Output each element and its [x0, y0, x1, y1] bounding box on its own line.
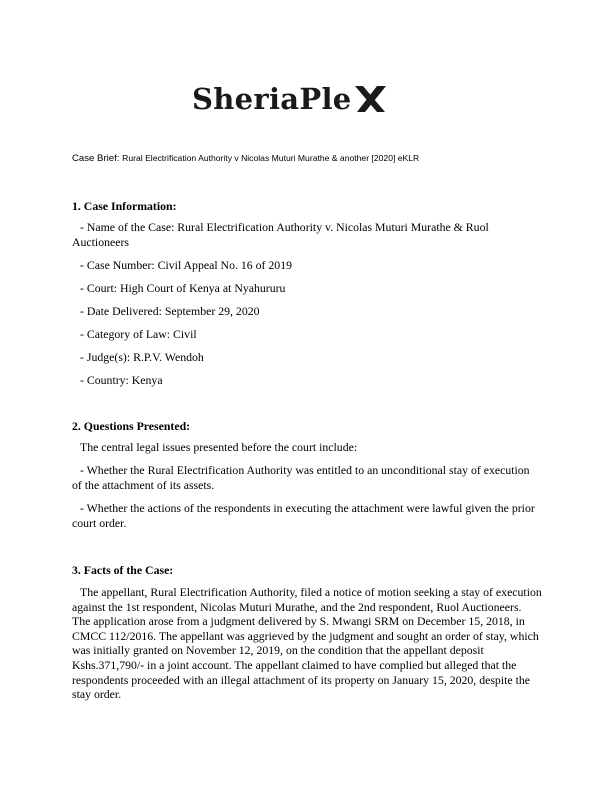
case-info-date: - Date Delivered: September 29, 2020: [80, 304, 260, 318]
case-info-category: - Category of Law: Civil: [80, 327, 197, 341]
section-heading-questions-presented: 2. Questions Presented:: [72, 419, 191, 433]
question-item-2: - Whether the actions of the respondents in executing the attachment were lawful given the prior court order.: [72, 501, 535, 530]
section-heading-case-information: 1. Case Information:: [72, 199, 177, 213]
sheriaplex-logo: [192, 74, 432, 124]
case-brief-name: Rural Electrification Authority v Nicolas Muturi Murathe & another [2020] eKLR: [122, 153, 420, 163]
case-info-number: - Case Number: Civil Appeal No. 16 of 2019: [80, 258, 292, 272]
case-info-court: - Court: High Court of Kenya at Nyahururu: [80, 281, 286, 295]
x-logo-mark-icon: [353, 84, 387, 114]
case-brief-label: Case Brief:: [72, 153, 120, 164]
case-info-name: - Name of the Case: Rural Electrification Authority v. Nicolas Muturi Murathe & Ruol Auctioneers: [72, 220, 489, 249]
questions-intro: The central legal issues presented before the court include:: [80, 440, 358, 454]
section-heading-facts: 3. Facts of the Case:: [72, 563, 174, 577]
logo-text: SheriaPle: [192, 81, 352, 116]
facts-paragraph: The appellant, Rural Electrification Authority, filed a notice of motion seeking a stay of execution against the 1st respondent, Nicolas Muturi Murathe, and the 2nd respondent, Ruol Auctioneers. The application arose from a judgment delivered by S. Mwangi SRM on December 15, 2018, in CMCC 112/2016. The appellant was aggrieved by the judgment and sought an order of stay, which was initially granted on November 12, 2019, on the condition that the appellant deposit Kshs.371,790/- in a joint account. The appellant claimed to have complied but alleged that the respondents proceeded with an illegal attachment of its property on January 15, 2020, despite the stay order.: [72, 585, 542, 702]
case-brief-line: [72, 153, 419, 164]
case-info-country: - Country: Kenya: [80, 373, 163, 387]
case-info-judges: - Judge(s): R.P.V. Wendoh: [80, 350, 204, 364]
question-item-1: - Whether the Rural Electrification Authority was entitled to an unconditional stay of execution of the attachment of its assets.: [72, 463, 530, 492]
